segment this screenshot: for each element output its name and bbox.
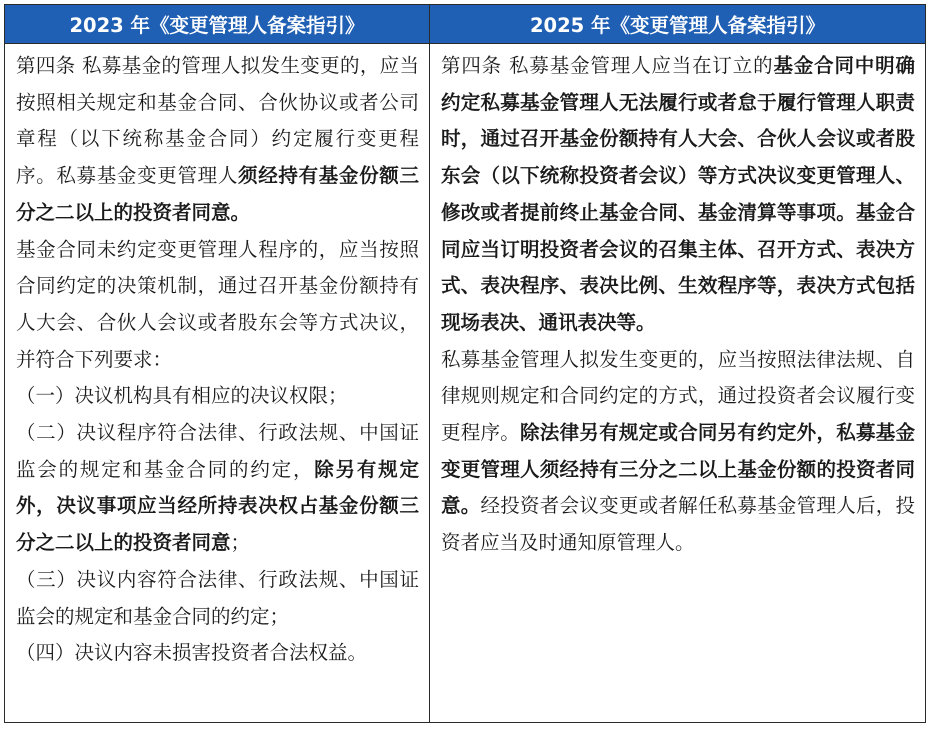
left-paragraph-1 [16, 48, 419, 232]
right-paragraph-2 [441, 342, 915, 562]
left-item-2 [16, 415, 419, 562]
right-p2-bold: 除法律另有规定或合同另有约定外，私募基金变更管理人须经持有三分之二以上基金份额的投资者同意。 [441, 421, 915, 518]
right-p2-end: 经投资者会议变更或者解任私募基金管理人后，投资者应当及时通知原管理人。 [441, 494, 915, 555]
left-item-2-bold: 除另有规定外，决议事项应当经所持表决权占基金份额三分之二以上的投资者同意 [16, 457, 419, 555]
content-row [5, 44, 926, 723]
column-2023 [5, 44, 430, 723]
header-2025: 2025 年《变更管理人备案指引》 [430, 5, 926, 44]
right-p1-bold: 基金合同中明确约定私募基金管理人无法履行或者怠于履行管理人职责时，通过召开基金份额持有人大会、合伙人会议或者股东会（以下统称投资者会议）等方式决议变更管理人、修改或者提前终止基金合同、基金清算等事项。基金合同应当订明投资者会议的召集主体、召开方式、表决方式、表决程序、表决比例、生效程序等，表决方式包括现场表决、通讯表决等。 [441, 54, 915, 334]
right-p1-text: 第四条 私募基金管理人应当在订立的 [441, 54, 774, 77]
left-item-4: （四）决议内容未损害投资者合法权益。 [16, 641, 368, 665]
left-p1-text: 第四条 私募基金的管理人拟发生变更的，应当按照相关规定和基金合同、合伙协议或者公司章程（以下统称基金合同）约定履行变更程序。私募基金变更管理人 [16, 54, 419, 188]
right-p2-text: 私募基金管理人拟发生变更的，应当按照法律法规、自律规则规定和合同约定的方式，通过投资者会议履行变更程序。 [441, 347, 915, 445]
left-p1-bold: 须经持有基金份额三分之二以上的投资者同意。 [16, 164, 419, 224]
header-2023: 2023 年《变更管理人备案指引》 [5, 5, 430, 44]
left-paragraph-2: 基金合同未约定变更管理人程序的，应当按照合同约定的决策机制，通过召开基金份额持有人大会、合伙人会议或者股东会等方式决议，并符合下列要求： [16, 237, 419, 371]
left-item-2-end: ； [230, 531, 251, 555]
left-item-3: （三）决议内容符合法律、行政法规、中国证监会的规定和基金合同的约定； [16, 567, 419, 628]
column-2025 [430, 44, 926, 723]
header-row [5, 5, 926, 44]
comparison-table [4, 4, 926, 723]
right-paragraph-1 [441, 48, 915, 342]
left-item-1: （一）决议机构具有相应的决议权限； [16, 384, 348, 408]
left-item-2-text: （二）决议程序符合法律、行政法规、中国证监会的规定和基金合同的约定， [16, 421, 419, 481]
